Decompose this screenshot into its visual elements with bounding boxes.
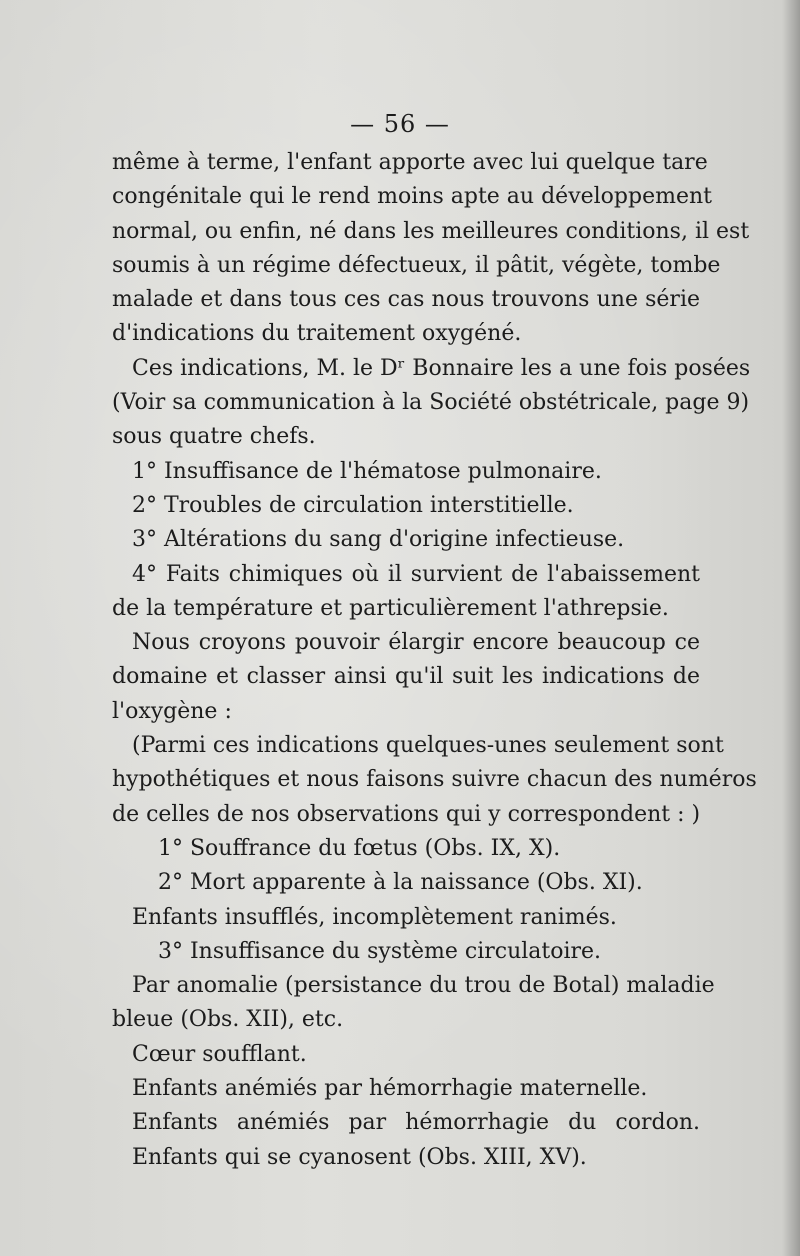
page-edge-shadow <box>782 0 800 1256</box>
text-line: Ces indications, M. le Dʳ Bonnaire les a une fois posées <box>132 355 751 381</box>
text-line: (Voir sa communication à la Société obstétricale, page 9) <box>112 390 750 416</box>
text-line: même à terme, l'enfant apporte avec lui quelque tare <box>112 150 708 175</box>
text-line: malade et dans tous ces cas nous trouvons une série <box>112 287 700 313</box>
text-line: de celles de nos observations qui y correspondent : ) <box>112 801 701 827</box>
body-text <box>112 146 757 1175</box>
text-line: Par anomalie (persistance du trou de Botal) maladie <box>132 973 715 999</box>
list-item: 2° Mort apparente à la naissance (Obs. XI). <box>158 870 643 896</box>
list-item: 3° Altérations du sang d'origine infectieuse. <box>132 527 625 553</box>
text-line: d'indications du traitement oxygéné. <box>112 321 522 347</box>
text-line: soumis à un régime défectueux, il pâtit, végète, tombe <box>112 252 721 278</box>
list-item: 1° Souffrance du fœtus (Obs. IX, X). <box>158 835 561 861</box>
text-line: bleue (Obs. XII), etc. <box>112 1007 344 1033</box>
text-line: domaine et classer ainsi qu'il suit les indications de <box>112 664 700 690</box>
text-line: (Parmi ces indications quelques-unes seulement sont <box>132 733 724 759</box>
list-item: 1° Insuffisance de l'hématose pulmonaire. <box>132 458 602 484</box>
list-item: Cœur soufflant. <box>132 1041 307 1067</box>
text-line: hypothétiques et nous faisons suivre chacun des numéros <box>112 767 757 793</box>
text-line: normal, ou enfin, né dans les meilleures conditions, il est <box>112 218 750 244</box>
page-number: — 56 — <box>350 110 450 138</box>
list-item: Enfants insufflés, incomplètement ranimés. <box>132 904 617 930</box>
list-item: Enfants qui se cyanosent (Obs. XIII, XV). <box>132 1144 587 1170</box>
text-line: Nous croyons pouvoir élargir encore beaucoup ce <box>132 630 700 656</box>
list-item: 3° Insuffisance du système circulatoire. <box>158 938 602 964</box>
text-line: sous quatre chefs. <box>112 424 316 450</box>
list-item: Enfants anémiés par hémorrhagie du cordon. <box>132 1110 700 1136</box>
list-item: 2° Troubles de circulation interstitielle. <box>132 492 574 518</box>
text-line: l'oxygène : <box>112 698 232 724</box>
list-item: Enfants anémiés par hémorrhagie maternelle. <box>132 1076 648 1102</box>
text-line: congénitale qui le rend moins apte au développement <box>112 184 712 210</box>
text-line: de la température et particulièrement l'athrepsie. <box>112 595 669 621</box>
list-item: 4° Faits chimiques où il survient de l'abaissement <box>132 561 700 587</box>
